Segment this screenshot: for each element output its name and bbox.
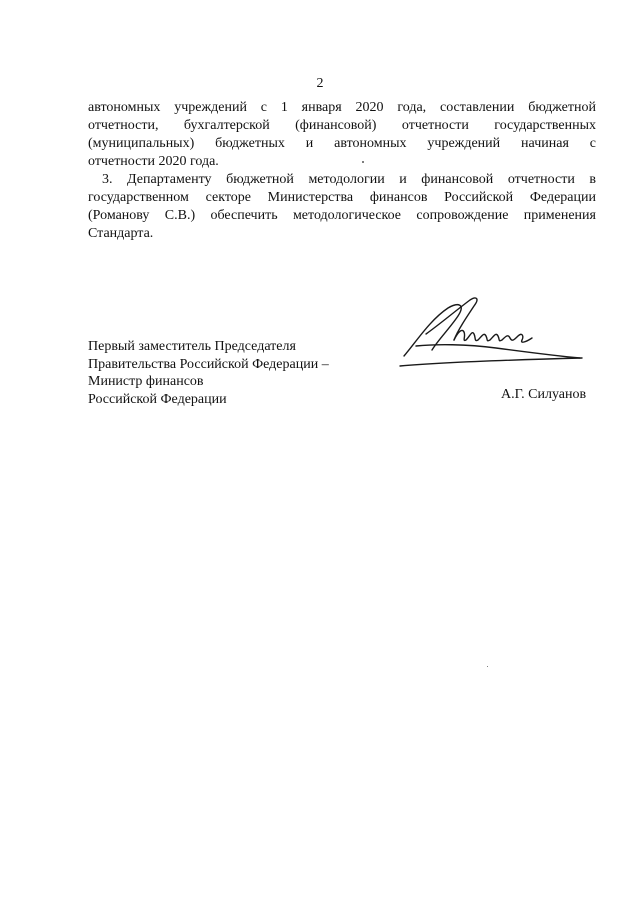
paragraph-continuation: [88, 99, 596, 171]
scan-artifact: [487, 666, 488, 667]
position-line: Министр финансов: [88, 374, 204, 389]
paragraph-line: (Романову С.В.) обеспечить методологическое сопровождение применения: [88, 208, 596, 223]
position-line: Российской Федерации: [88, 391, 227, 407]
scan-artifact: [362, 161, 364, 163]
handwritten-signature-icon: [396, 294, 586, 374]
page-number: 2: [316, 76, 324, 91]
signatory-position: [88, 338, 329, 408]
position-line: Правительства Российской Федерации –: [88, 356, 329, 372]
paragraph-item-3: [88, 171, 596, 243]
paragraph-line: отчетности, бухгалтерской (финансовой) отчетности государственных: [88, 118, 596, 133]
paragraph-line: Стандарта.: [88, 226, 154, 241]
paragraph-line: 3. Департаменту бюджетной методологии и финансовой отчетности в: [102, 172, 596, 187]
paragraph-line: отчетности 2020 года.: [88, 154, 219, 169]
paragraph-line: (муниципальных) бюджетных и автономных учреждений начиная с: [88, 136, 596, 151]
position-line: Первый заместитель Председателя: [88, 339, 296, 354]
paragraph-line: автономных учреждений с 1 января 2020 года, составлении бюджетной: [88, 100, 596, 115]
signatory-name: А.Г. Силуанов: [501, 387, 587, 402]
paragraph-line: государственном секторе Министерства финансов Российской Федерации: [88, 190, 596, 205]
